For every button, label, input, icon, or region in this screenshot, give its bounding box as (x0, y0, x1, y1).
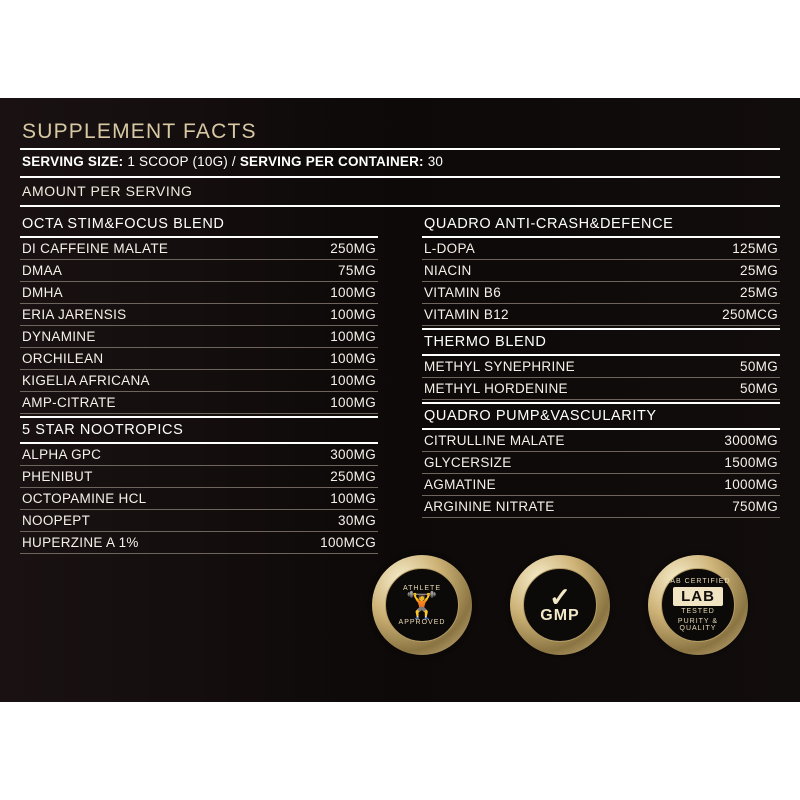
ingredient-name: ARGININE NITRATE (424, 499, 555, 514)
table-row (20, 488, 378, 510)
table-row (422, 496, 780, 518)
table-row (20, 260, 378, 282)
ingredient-name: AMP-CITRATE (22, 395, 116, 410)
amount-per-serving-label: AMOUNT PER SERVING (22, 183, 193, 199)
certification-seals (368, 553, 768, 663)
seal-bottom-text: APPROVED (398, 618, 446, 626)
table-row (20, 532, 378, 554)
ingredient-name: NIACIN (424, 263, 472, 278)
table-row (20, 238, 378, 260)
ingredient-amount: 100MG (330, 491, 376, 506)
ingredient-name: METHYL SYNEPHRINE (424, 359, 575, 374)
seal-inner (661, 568, 735, 642)
ingredient-amount: 3000MG (724, 433, 778, 448)
table-row (422, 304, 780, 326)
amount-divider (20, 205, 780, 207)
ingredient-amount: 100MG (330, 285, 376, 300)
ingredient-name: L-DOPA (424, 241, 476, 256)
lab-badge: LAB (673, 587, 723, 606)
seal-inner (385, 568, 459, 642)
table-row (422, 260, 780, 282)
ingredient-name: HUPERZINE A 1% (22, 535, 139, 550)
table-row (422, 452, 780, 474)
ingredient-amount: 750MG (732, 499, 778, 514)
ingredient-name: DMAA (22, 263, 63, 278)
ingredient-amount: 250MCG (722, 307, 778, 322)
seal-inner (523, 568, 597, 642)
athlete-approved-seal (372, 555, 472, 655)
seal-center-text: GMP (540, 607, 580, 624)
ingredient-name: DMHA (22, 285, 63, 300)
ingredient-amount: 100MG (330, 395, 376, 410)
group-heading: OCTA STIM&FOCUS BLEND (22, 216, 225, 232)
table-row (20, 444, 378, 466)
table-row (20, 466, 378, 488)
ingredient-amount: 250MG (330, 469, 376, 484)
group-heading: QUADRO PUMP&VASCULARITY (424, 408, 657, 424)
left-ingredient-column (20, 212, 400, 554)
table-row (422, 238, 780, 260)
ingredient-name: NOOPEPT (22, 513, 91, 528)
ingredient-amount: 100MG (330, 307, 376, 322)
ingredient-amount: 25MG (740, 285, 778, 300)
ingredient-amount: 100MCG (320, 535, 376, 550)
ingredient-amount: 50MG (740, 381, 778, 396)
serving-size-value: 1 SCOOP (10G) (127, 154, 228, 169)
serving-separator: / (231, 154, 236, 169)
table-row (20, 326, 378, 348)
ingredient-name: VITAMIN B12 (424, 307, 509, 322)
ingredient-amount: 100MG (330, 329, 376, 344)
right-ingredient-column (400, 212, 780, 554)
table-row (20, 348, 378, 370)
servings-per-container-label: SERVING PER CONTAINER: (239, 154, 424, 169)
check-icon: ✓ (549, 582, 571, 612)
ingredient-name: CITRULLINE MALATE (424, 433, 565, 448)
ingredient-amount: 300MG (330, 447, 376, 462)
ingredient-amount: 250MG (330, 241, 376, 256)
seal-top-text: LAB CERTIFIED (665, 578, 731, 585)
group-heading: 5 STAR NOOTROPICS (22, 422, 184, 438)
ingredient-amount: 75MG (338, 263, 376, 278)
ingredient-name: DYNAMINE (22, 329, 96, 344)
serving-info (20, 150, 780, 174)
serving-size-label: SERVING SIZE: (22, 154, 124, 169)
weightlifter-icon: 🏋 (405, 589, 439, 620)
servings-per-container-value: 30 (427, 154, 444, 169)
lab-tested-seal (648, 555, 748, 655)
ingredient-amount: 25MG (740, 263, 778, 278)
table-row (422, 474, 780, 496)
table-row (20, 510, 378, 532)
ingredient-name: DI CAFFEINE MALATE (22, 241, 169, 256)
ingredient-name: PHENIBUT (22, 469, 93, 484)
ingredient-name: AGMATINE (424, 477, 496, 492)
table-row (422, 356, 780, 378)
ingredient-amount: 30MG (338, 513, 376, 528)
gmp-seal (510, 555, 610, 655)
supplement-facts-panel (0, 98, 800, 702)
ingredient-name: GLYCERSIZE (424, 455, 512, 470)
table-row (20, 304, 378, 326)
ingredient-name: KIGELIA AFRICANA (22, 373, 150, 388)
group-heading: QUADRO ANTI-CRASH&DEFENCE (424, 216, 674, 232)
seal-bottom-text: PURITY & QUALITY (677, 618, 719, 632)
ingredient-amount: 50MG (740, 359, 778, 374)
ingredient-name: VITAMIN B6 (424, 285, 502, 300)
table-row (20, 370, 378, 392)
ingredient-name: ORCHILEAN (22, 351, 104, 366)
ingredient-name: ERIA JARENSIS (22, 307, 127, 322)
ingredient-amount: 100MG (330, 373, 376, 388)
ingredient-columns (20, 212, 780, 554)
ingredient-amount: 1500MG (724, 455, 778, 470)
table-row (20, 392, 378, 414)
lab-badge-sub: TESTED (681, 608, 715, 615)
ingredient-name: METHYL HORDENINE (424, 381, 568, 396)
seal-top-text: ATHLETE (403, 584, 441, 592)
group-heading: THERMO BLEND (424, 334, 547, 350)
ingredient-name: ALPHA GPC (22, 447, 102, 462)
table-row (422, 430, 780, 452)
table-row (422, 282, 780, 304)
page-title: SUPPLEMENT FACTS (22, 120, 257, 143)
ingredient-amount: 1000MG (724, 477, 778, 492)
table-row (422, 378, 780, 400)
ingredient-amount: 125MG (732, 241, 778, 256)
ingredient-name: OCTOPAMINE HCL (22, 491, 147, 506)
table-row (20, 282, 378, 304)
ingredient-amount: 100MG (330, 351, 376, 366)
